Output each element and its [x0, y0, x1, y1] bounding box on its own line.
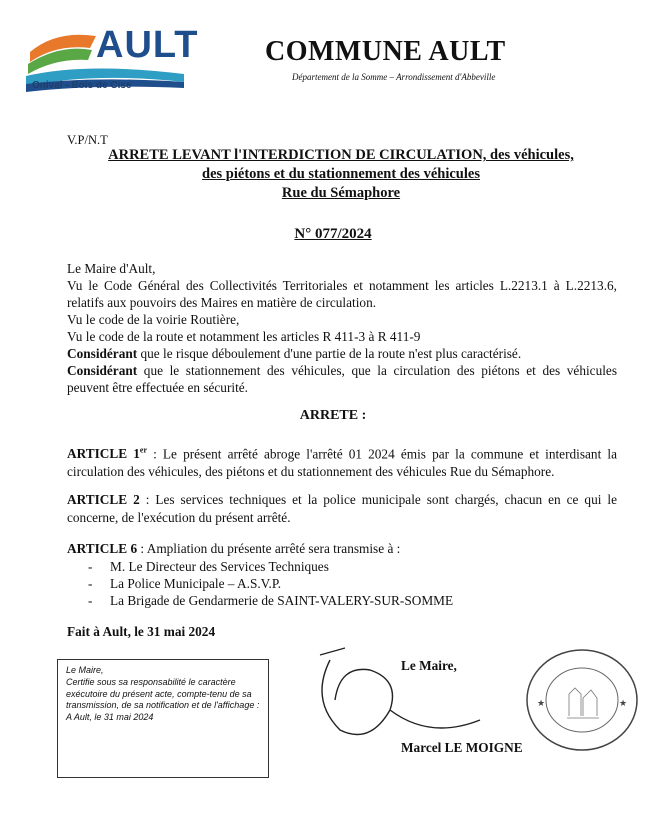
article-2-text: : Les services techniques et la police municipale sont chargés, chacun en ce qui le concerne, de l'exécution du présent arrêté. [67, 492, 617, 525]
preamble-p4: Vu le code de la route et notamment les articles R 411-3 à R 411-9 [67, 329, 421, 344]
signer-name: Marcel LE MOIGNE [401, 740, 523, 755]
preamble-p3: Vu le code de la voirie Routière, [67, 312, 240, 327]
certification-box [57, 659, 269, 778]
article-6-text: : Ampliation du présente arrêté sera transmise à : [137, 541, 401, 556]
preamble [67, 260, 617, 396]
department-line: Département de la Somme – Arrondissement d'Abbeville [292, 72, 496, 82]
reference-code: V.P/N.T [67, 133, 108, 147]
document-title [60, 146, 622, 203]
logo-subtitle: Onival - Bois de Cise [32, 80, 132, 91]
certification-line-2: Certifie sous sa responsabilité le caractère exécutoire du présent acte, compte-tenu de sa transmission, de sa notification et de l'affichage : [66, 676, 260, 711]
article-1-sup: er [139, 446, 147, 455]
preamble-p2: Vu le Code Général des Collectivités Territoriales et notamment les articles L.2213.1 à L.2213.6, relatifs aux pouvoirs des Maires en matière de circulation. [67, 278, 617, 310]
article-2-label: ARTICLE 2 [67, 492, 140, 507]
preamble-p1: Le Maire d'Ault, [67, 261, 156, 276]
svg-text:★: ★ [537, 699, 546, 709]
logo-word: AULT [96, 24, 199, 66]
recipients-list [88, 558, 453, 609]
signature-scribble [300, 640, 530, 750]
mairie-stamp [523, 646, 641, 754]
considerant-1-label: Considérant [67, 346, 138, 361]
certification-line-1: Le Maire, [66, 665, 104, 675]
considerant-1-text: que le risque déboulement d'une partie de la route n'est plus caractérisé. [137, 346, 522, 361]
considerant-2-label: Considérant [67, 363, 138, 378]
arrete-heading: ARRETE : [299, 408, 367, 423]
article-6 [67, 540, 617, 558]
considerant-1 [67, 345, 617, 362]
article-1-label [67, 446, 147, 461]
commune-logo [26, 22, 199, 102]
title-line-2: des piétons et du stationnement des véhicules [202, 166, 480, 182]
signature-title: Le Maire, [401, 658, 457, 673]
article-1-label-text: ARTICLE 1 [67, 446, 140, 462]
commune-title: COMMUNE AULT [265, 36, 506, 67]
done-at-date: Fait à Ault, le 31 mai 2024 [67, 624, 216, 639]
article-1 [67, 442, 617, 481]
decree-number: N° 077/2024 [294, 226, 372, 242]
list-item: - M. Le Directeur des Services Techniques [88, 558, 453, 575]
article-6-label: ARTICLE 6 [67, 541, 138, 556]
article-2 [67, 491, 617, 527]
title-line-1: ARRETE LEVANT l'INTERDICTION DE CIRCULATION, des véhicules, [108, 147, 574, 163]
considerant-2-text: que le stationnement des véhicules, que la circulation des piétons et des véhicules peuvent être effectuée en sécurité. [67, 363, 617, 395]
svg-text:★: ★ [619, 699, 628, 709]
article-1-text: : Le présent arrêté abroge l'arrêté 01 2024 émis par la commune et interdisant la circulation des véhicules, des piétons et du stationnement des véhicules Rue du Sémaphore. [67, 446, 617, 480]
title-line-3: Rue du Sémaphore [281, 185, 401, 201]
list-item: - La Police Municipale – A.S.V.P. [88, 575, 453, 592]
considerant-2 [67, 362, 617, 396]
list-item: - La Brigade de Gendarmerie de SAINT-VALERY-SUR-SOMME [88, 592, 453, 609]
certification-line-3: A Ault, le 31 mai 2024 [66, 712, 154, 723]
